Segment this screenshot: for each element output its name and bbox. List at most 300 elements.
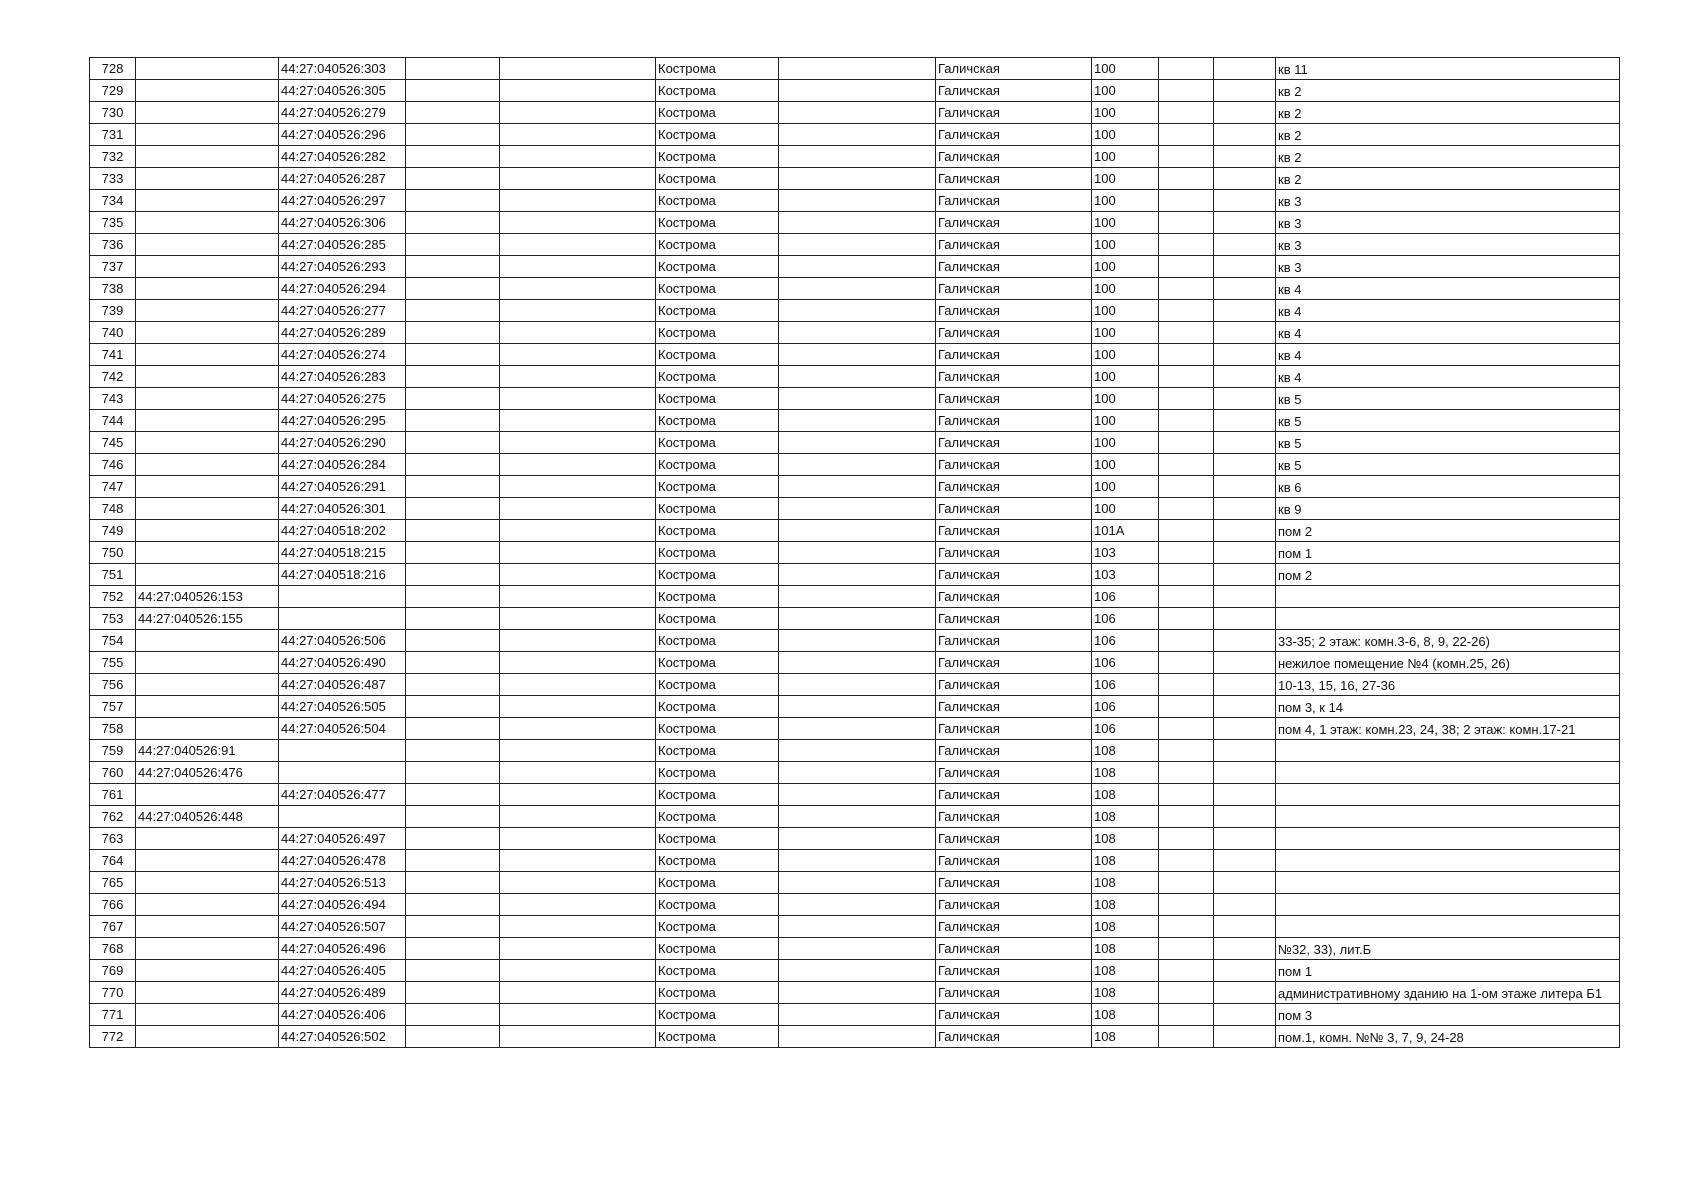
empty-cell — [1214, 520, 1276, 542]
empty-cell — [406, 696, 500, 718]
cadastral-premises-cell: 44:27:040526:513 — [279, 872, 406, 894]
house-number-cell: 100 — [1092, 454, 1159, 476]
empty-cell — [1159, 872, 1214, 894]
cadastral-building-cell — [136, 212, 279, 234]
empty-cell — [406, 894, 500, 916]
street-cell: Галичская — [936, 190, 1092, 212]
cadastral-building-cell — [136, 652, 279, 674]
house-number-cell: 106 — [1092, 696, 1159, 718]
empty-cell — [500, 652, 656, 674]
street-cell: Галичская — [936, 586, 1092, 608]
street-cell: Галичская — [936, 146, 1092, 168]
table-body — [90, 58, 1620, 1048]
table-row — [90, 652, 1620, 674]
street-cell: Галичская — [936, 982, 1092, 1004]
empty-cell — [1159, 630, 1214, 652]
house-number-cell: 108 — [1092, 872, 1159, 894]
empty-cell — [500, 608, 656, 630]
cadastral-building-cell — [136, 894, 279, 916]
empty-cell — [1214, 982, 1276, 1004]
table-row — [90, 740, 1620, 762]
city-cell: Кострома — [656, 124, 779, 146]
empty-cell — [406, 520, 500, 542]
cadastral-building-cell: 44:27:040526:448 — [136, 806, 279, 828]
house-number-cell: 100 — [1092, 278, 1159, 300]
premises-note-cell: кв 5 — [1276, 454, 1620, 476]
house-number-cell: 106 — [1092, 608, 1159, 630]
empty-cell — [1159, 278, 1214, 300]
table-row — [90, 476, 1620, 498]
cadastral-building-cell — [136, 366, 279, 388]
house-number-cell: 108 — [1092, 828, 1159, 850]
cadastral-building-cell — [136, 124, 279, 146]
city-cell: Кострома — [656, 784, 779, 806]
empty-cell — [500, 784, 656, 806]
empty-cell — [1159, 256, 1214, 278]
premises-note-cell: кв 6 — [1276, 476, 1620, 498]
empty-cell — [500, 212, 656, 234]
empty-cell — [1214, 630, 1276, 652]
empty-cell — [1214, 80, 1276, 102]
street-cell: Галичская — [936, 344, 1092, 366]
street-cell: Галичская — [936, 872, 1092, 894]
premises-note-cell: пом 3 — [1276, 1004, 1620, 1026]
empty-cell — [779, 630, 936, 652]
empty-cell — [1159, 520, 1214, 542]
cadastral-building-cell — [136, 520, 279, 542]
premises-note-cell: кв 3 — [1276, 212, 1620, 234]
premises-note-cell: кв 2 — [1276, 146, 1620, 168]
cadastral-premises-cell: 44:27:040526:506 — [279, 630, 406, 652]
premises-note-cell: кв 5 — [1276, 388, 1620, 410]
city-cell: Кострома — [656, 960, 779, 982]
street-cell: Галичская — [936, 234, 1092, 256]
empty-cell — [406, 366, 500, 388]
house-number-cell: 100 — [1092, 300, 1159, 322]
city-cell: Кострома — [656, 674, 779, 696]
row-number-cell: 760 — [90, 762, 136, 784]
empty-cell — [1159, 806, 1214, 828]
empty-cell — [1159, 234, 1214, 256]
cadastral-building-cell — [136, 850, 279, 872]
premises-note-cell: кв 5 — [1276, 410, 1620, 432]
empty-cell — [500, 366, 656, 388]
table-row — [90, 366, 1620, 388]
cadastral-building-cell — [136, 454, 279, 476]
empty-cell — [779, 608, 936, 630]
city-cell: Кострома — [656, 872, 779, 894]
premises-note-cell: кв 4 — [1276, 322, 1620, 344]
empty-cell — [1159, 388, 1214, 410]
cadastral-premises-cell: 44:27:040526:489 — [279, 982, 406, 1004]
house-number-cell: 103 — [1092, 564, 1159, 586]
premises-note-cell: кв 3 — [1276, 234, 1620, 256]
table-row — [90, 982, 1620, 1004]
empty-cell — [1214, 938, 1276, 960]
empty-cell — [500, 146, 656, 168]
empty-cell — [406, 850, 500, 872]
house-number-cell: 100 — [1092, 388, 1159, 410]
house-number-cell: 108 — [1092, 916, 1159, 938]
cadastral-premises-cell — [279, 586, 406, 608]
cadastral-building-cell — [136, 58, 279, 80]
empty-cell — [779, 300, 936, 322]
cadastral-building-cell — [136, 102, 279, 124]
row-number-cell: 768 — [90, 938, 136, 960]
empty-cell — [1159, 366, 1214, 388]
empty-cell — [406, 168, 500, 190]
table-row — [90, 1004, 1620, 1026]
house-number-cell: 100 — [1092, 476, 1159, 498]
city-cell: Кострома — [656, 916, 779, 938]
premises-note-cell — [1276, 586, 1620, 608]
empty-cell — [1159, 586, 1214, 608]
empty-cell — [1214, 212, 1276, 234]
cadastral-building-cell — [136, 234, 279, 256]
city-cell: Кострома — [656, 410, 779, 432]
cadastral-premises-cell: 44:27:040526:487 — [279, 674, 406, 696]
table-row — [90, 498, 1620, 520]
empty-cell — [1159, 410, 1214, 432]
row-number-cell: 749 — [90, 520, 136, 542]
table-row — [90, 630, 1620, 652]
table-row — [90, 300, 1620, 322]
house-number-cell: 103 — [1092, 542, 1159, 564]
empty-cell — [500, 498, 656, 520]
empty-cell — [779, 432, 936, 454]
empty-cell — [1159, 322, 1214, 344]
empty-cell — [500, 102, 656, 124]
street-cell: Галичская — [936, 850, 1092, 872]
empty-cell — [1159, 102, 1214, 124]
row-number-cell: 746 — [90, 454, 136, 476]
premises-note-cell — [1276, 674, 1620, 696]
cadastral-building-cell — [136, 190, 279, 212]
row-number-cell: 734 — [90, 190, 136, 212]
city-cell: Кострома — [656, 938, 779, 960]
cadastral-building-cell — [136, 168, 279, 190]
house-number-cell: 100 — [1092, 344, 1159, 366]
cadastral-building-cell — [136, 278, 279, 300]
empty-cell — [406, 1004, 500, 1026]
empty-cell — [406, 256, 500, 278]
row-number-cell: 731 — [90, 124, 136, 146]
empty-cell — [406, 718, 500, 740]
empty-cell — [1214, 234, 1276, 256]
empty-cell — [1214, 432, 1276, 454]
city-cell: Кострома — [656, 234, 779, 256]
empty-cell — [1159, 564, 1214, 586]
empty-cell — [779, 938, 936, 960]
cadastral-premises-cell: 44:27:040526:295 — [279, 410, 406, 432]
empty-cell — [500, 432, 656, 454]
cadastral-premises-cell: 44:27:040526:478 — [279, 850, 406, 872]
row-number-cell: 732 — [90, 146, 136, 168]
empty-cell — [779, 58, 936, 80]
city-cell: Кострома — [656, 630, 779, 652]
empty-cell — [1159, 652, 1214, 674]
city-cell: Кострома — [656, 278, 779, 300]
empty-cell — [1159, 300, 1214, 322]
table-row — [90, 564, 1620, 586]
empty-cell — [406, 388, 500, 410]
empty-cell — [1159, 960, 1214, 982]
cadastral-building-cell: 44:27:040526:153 — [136, 586, 279, 608]
empty-cell — [1159, 168, 1214, 190]
empty-cell — [1159, 850, 1214, 872]
street-cell: Галичская — [936, 762, 1092, 784]
empty-cell — [779, 674, 936, 696]
premises-note-cell — [1276, 608, 1620, 630]
row-number-cell: 754 — [90, 630, 136, 652]
cadastral-premises-cell: 44:27:040526:293 — [279, 256, 406, 278]
cadastral-building-cell — [136, 982, 279, 1004]
row-number-cell: 759 — [90, 740, 136, 762]
row-number-cell: 733 — [90, 168, 136, 190]
empty-cell — [1214, 784, 1276, 806]
empty-cell — [500, 542, 656, 564]
empty-cell — [779, 696, 936, 718]
empty-cell — [779, 916, 936, 938]
empty-cell — [406, 410, 500, 432]
street-cell: Галичская — [936, 102, 1092, 124]
empty-cell — [1214, 190, 1276, 212]
city-cell: Кострома — [656, 80, 779, 102]
cadastral-premises-cell — [279, 806, 406, 828]
cadastral-premises-cell: 44:27:040526:505 — [279, 696, 406, 718]
table-row — [90, 102, 1620, 124]
empty-cell — [1159, 476, 1214, 498]
city-cell: Кострома — [656, 1004, 779, 1026]
house-number-cell: 100 — [1092, 146, 1159, 168]
row-number-cell: 761 — [90, 784, 136, 806]
street-cell: Галичская — [936, 784, 1092, 806]
empty-cell — [1159, 80, 1214, 102]
house-number-cell: 100 — [1092, 124, 1159, 146]
table-row — [90, 58, 1620, 80]
empty-cell — [500, 806, 656, 828]
cadastral-building-cell — [136, 146, 279, 168]
cadastral-building-cell — [136, 498, 279, 520]
empty-cell — [1214, 850, 1276, 872]
row-number-cell: 755 — [90, 652, 136, 674]
house-number-cell: 100 — [1092, 322, 1159, 344]
cadastral-building-cell — [136, 960, 279, 982]
empty-cell — [779, 762, 936, 784]
city-cell: Кострома — [656, 190, 779, 212]
cadastral-premises-cell: 44:27:040526:305 — [279, 80, 406, 102]
table-row — [90, 278, 1620, 300]
table-row — [90, 322, 1620, 344]
row-number-cell: 751 — [90, 564, 136, 586]
premises-note-cell: пом 1 — [1276, 542, 1620, 564]
row-number-cell: 736 — [90, 234, 136, 256]
empty-cell — [1214, 1004, 1276, 1026]
empty-cell — [779, 80, 936, 102]
street-cell: Галичская — [936, 828, 1092, 850]
empty-cell — [500, 938, 656, 960]
empty-cell — [1159, 916, 1214, 938]
city-cell: Кострома — [656, 498, 779, 520]
city-cell: Кострома — [656, 300, 779, 322]
empty-cell — [1214, 872, 1276, 894]
empty-cell — [500, 454, 656, 476]
empty-cell — [779, 1026, 936, 1048]
empty-cell — [1214, 564, 1276, 586]
cadastral-building-cell — [136, 322, 279, 344]
empty-cell — [500, 168, 656, 190]
empty-cell — [1159, 608, 1214, 630]
house-number-cell: 108 — [1092, 740, 1159, 762]
cadastral-premises-cell: 44:27:040518:215 — [279, 542, 406, 564]
empty-cell — [1214, 256, 1276, 278]
table-row — [90, 806, 1620, 828]
city-cell: Кострома — [656, 454, 779, 476]
cadastral-premises-cell: 44:27:040526:296 — [279, 124, 406, 146]
cadastral-premises-cell: 44:27:040526:496 — [279, 938, 406, 960]
street-cell: Галичская — [936, 498, 1092, 520]
empty-cell — [500, 124, 656, 146]
empty-cell — [779, 564, 936, 586]
city-cell: Кострома — [656, 740, 779, 762]
house-number-cell: 100 — [1092, 58, 1159, 80]
table-row — [90, 80, 1620, 102]
row-number-cell: 748 — [90, 498, 136, 520]
empty-cell — [500, 586, 656, 608]
city-cell: Кострома — [656, 146, 779, 168]
street-cell: Галичская — [936, 740, 1092, 762]
city-cell: Кострома — [656, 894, 779, 916]
empty-cell — [1214, 608, 1276, 630]
empty-cell — [1159, 344, 1214, 366]
empty-cell — [779, 520, 936, 542]
row-number-cell: 762 — [90, 806, 136, 828]
house-number-cell: 108 — [1092, 850, 1159, 872]
empty-cell — [779, 388, 936, 410]
street-cell: Галичская — [936, 278, 1092, 300]
empty-cell — [779, 542, 936, 564]
empty-cell — [1159, 1026, 1214, 1048]
table-row — [90, 960, 1620, 982]
city-cell: Кострома — [656, 344, 779, 366]
house-number-cell: 108 — [1092, 1026, 1159, 1048]
premises-note-cell — [1276, 872, 1620, 894]
house-number-cell: 108 — [1092, 894, 1159, 916]
empty-cell — [406, 564, 500, 586]
cadastral-building-cell — [136, 828, 279, 850]
table-row — [90, 432, 1620, 454]
house-number-cell: 100 — [1092, 498, 1159, 520]
house-number-cell: 100 — [1092, 190, 1159, 212]
premises-note-cell — [1276, 982, 1620, 1004]
empty-cell — [1159, 828, 1214, 850]
row-number-cell: 764 — [90, 850, 136, 872]
cadastral-premises-cell: 44:27:040518:202 — [279, 520, 406, 542]
premises-note-cell: пом 2 — [1276, 520, 1620, 542]
empty-cell — [1159, 454, 1214, 476]
empty-cell — [1214, 454, 1276, 476]
cadastral-premises-cell: 44:27:040526:284 — [279, 454, 406, 476]
empty-cell — [779, 190, 936, 212]
empty-cell — [500, 410, 656, 432]
empty-cell — [500, 916, 656, 938]
empty-cell — [779, 234, 936, 256]
empty-cell — [406, 784, 500, 806]
house-number-cell: 100 — [1092, 168, 1159, 190]
street-cell: Галичская — [936, 916, 1092, 938]
empty-cell — [1214, 960, 1276, 982]
table-row — [90, 894, 1620, 916]
table-row — [90, 388, 1620, 410]
empty-cell — [1214, 278, 1276, 300]
street-cell: Галичская — [936, 432, 1092, 454]
empty-cell — [779, 322, 936, 344]
cadastral-building-cell — [136, 388, 279, 410]
empty-cell — [1159, 718, 1214, 740]
empty-cell — [500, 234, 656, 256]
empty-cell — [1159, 762, 1214, 784]
empty-cell — [406, 278, 500, 300]
city-cell: Кострома — [656, 256, 779, 278]
cadastral-premises-cell: 44:27:040526:406 — [279, 1004, 406, 1026]
table-row — [90, 674, 1620, 696]
street-cell: Галичская — [936, 938, 1092, 960]
street-cell: Галичская — [936, 1004, 1092, 1026]
row-number-cell: 750 — [90, 542, 136, 564]
city-cell: Кострома — [656, 564, 779, 586]
empty-cell — [779, 960, 936, 982]
empty-cell — [779, 652, 936, 674]
empty-cell — [1214, 674, 1276, 696]
premises-note-cell: кв 4 — [1276, 366, 1620, 388]
empty-cell — [1214, 366, 1276, 388]
house-number-cell: 108 — [1092, 982, 1159, 1004]
cadastral-building-cell — [136, 432, 279, 454]
premises-note-cell: пом.1, комн. №№ 3, 7, 9, 24-28 — [1276, 1026, 1620, 1048]
row-number-cell: 730 — [90, 102, 136, 124]
city-cell: Кострома — [656, 388, 779, 410]
empty-cell — [1159, 982, 1214, 1004]
table-row — [90, 938, 1620, 960]
table-row — [90, 542, 1620, 564]
empty-cell — [406, 806, 500, 828]
cadastral-premises-cell: 44:27:040526:287 — [279, 168, 406, 190]
empty-cell — [406, 124, 500, 146]
premises-note-cell: кв 4 — [1276, 278, 1620, 300]
cadastral-building-cell — [136, 1004, 279, 1026]
empty-cell — [1214, 344, 1276, 366]
premises-note-cell: пом 1 — [1276, 960, 1620, 982]
empty-cell — [779, 366, 936, 388]
cadastral-premises-cell: 44:27:040526:306 — [279, 212, 406, 234]
premises-note-cell: кв 2 — [1276, 124, 1620, 146]
empty-cell — [500, 894, 656, 916]
empty-cell — [1159, 124, 1214, 146]
cadastral-building-cell — [136, 256, 279, 278]
empty-cell — [1159, 542, 1214, 564]
table-row — [90, 696, 1620, 718]
cadastral-building-cell — [136, 300, 279, 322]
cadastral-building-cell — [136, 938, 279, 960]
empty-cell — [779, 146, 936, 168]
empty-cell — [500, 1004, 656, 1026]
empty-cell — [500, 322, 656, 344]
empty-cell — [406, 960, 500, 982]
city-cell: Кострома — [656, 366, 779, 388]
street-cell: Галичская — [936, 300, 1092, 322]
empty-cell — [406, 234, 500, 256]
empty-cell — [779, 828, 936, 850]
